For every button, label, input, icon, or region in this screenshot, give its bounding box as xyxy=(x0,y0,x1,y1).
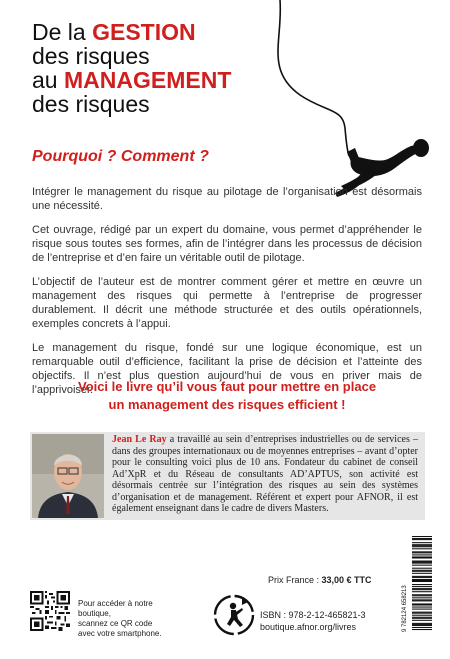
barcode-bar xyxy=(412,624,432,625)
cta-line-1: Voici le livre qu’il vous faut pour mettre en place xyxy=(77,379,377,394)
barcode-bar xyxy=(412,617,432,618)
barcode-bar xyxy=(412,589,432,590)
price-value: 33,00 € TTC xyxy=(321,575,372,585)
shop-line-2: scannez ce QR code xyxy=(78,619,153,628)
barcode-bar xyxy=(412,595,432,596)
description-paragraph: Cet ouvrage, rédigé par un expert du domaine, vous permet d’appréhender le risque sous toutes ses formes, afin de l’intégrer dans les processus de décision de l’entreprise et d’en faire un véritable outil de pilotage. xyxy=(32,224,422,264)
barcode-bar xyxy=(412,600,432,601)
afnor-recycle-logo-icon xyxy=(212,593,256,637)
barcode-bar xyxy=(412,604,432,605)
barcode-bar xyxy=(412,536,432,537)
barcode-bar xyxy=(412,552,432,553)
barcode-bar xyxy=(412,538,432,539)
barcode-bar xyxy=(412,597,432,598)
barcode-bar xyxy=(412,615,432,616)
book-subtitle: Pourquoi ? Comment ? xyxy=(32,148,209,165)
author-photo xyxy=(32,434,104,518)
barcode-bar xyxy=(412,612,432,613)
barcode-bar xyxy=(412,618,432,619)
title-line-3 xyxy=(32,67,232,93)
title-line-2: des risques xyxy=(32,43,150,69)
bungee-jumper-icon xyxy=(225,0,450,200)
call-to-action xyxy=(32,378,422,414)
description-text xyxy=(32,185,422,407)
author-box xyxy=(30,432,425,520)
barcode-bar xyxy=(412,588,432,589)
barcode-bar xyxy=(412,579,432,580)
author-bio xyxy=(112,434,418,515)
cta-line-2: un management des risques efficient ! xyxy=(108,397,346,412)
barcode-bar xyxy=(412,568,432,569)
isbn: ISBN : 978-2-12-465821-3 xyxy=(260,610,366,620)
author-name: Jean Le Ray xyxy=(112,434,167,445)
barcode-bar xyxy=(412,609,432,610)
title-line-1 xyxy=(32,20,222,44)
barcode-bar xyxy=(412,594,432,595)
barcode-bar xyxy=(412,584,432,585)
description-paragraph: Le management du risque, fondé sur une logique économique, est un remarquable outil d’efficience, facilitant la prise de décision et l’atteinte des objectifs. Il n’est plus question aujourd’hui de vous en priver mais de l’apprivoiser. xyxy=(32,342,422,396)
barcode-bar xyxy=(412,571,432,572)
barcode-bar xyxy=(412,562,432,563)
barcode-icon xyxy=(400,530,434,640)
price-line xyxy=(268,575,372,585)
barcode-bar xyxy=(412,625,432,626)
barcode-bar xyxy=(412,546,432,547)
barcode-bar xyxy=(412,603,432,604)
barcode-bar xyxy=(412,570,432,571)
title-line-3-prefix: au xyxy=(32,67,64,93)
description-paragraph: L’objectif de l’auteur est de montrer comment gérer et mettre en œuvre un management des risques qui permette à l’entreprise de progresser durablement. Il décrit une méthode structurée et des outils opérationnels, exemples concrets à l’appui. xyxy=(32,276,422,330)
barcode-bar xyxy=(412,577,432,578)
book-title xyxy=(32,19,232,117)
shop-line-1: Pour accéder à notre boutique, xyxy=(78,599,153,618)
barcode-bar xyxy=(412,613,432,614)
barcode-bar xyxy=(412,629,432,630)
website-link[interactable]: boutique.afnor.org/livres xyxy=(260,622,357,632)
barcode-bar xyxy=(412,565,432,566)
barcode-bar xyxy=(412,627,432,628)
barcode-bar xyxy=(412,545,432,546)
title-line-1-prefix: De la xyxy=(32,19,93,45)
barcode-bar xyxy=(412,557,432,558)
shop-line-3: avec votre smartphone. xyxy=(78,629,162,638)
title-keyword-management: MANAGEMENT xyxy=(63,67,232,93)
barcode-bar xyxy=(412,544,432,545)
title-keyword-gestion: GESTION xyxy=(92,19,196,45)
barcode-bar xyxy=(412,563,432,564)
author-bio-text: a travaillé au sein d’entreprises industrielles ou de services – dans des groupes internationaux ou de moyennes entreprises – avant d’opter pour le consulting voici plus de 10 ans. Fondateur du cabinet de conseil Ad’XpR et du Réseau de consultants AD’APTUS, son activité est désormais centrée sur l’intégration des risques au sein des systèmes d’organisation et de management. Référent et expert pour AFNOR, il est également enseignant dans le cadre de divers Masters. xyxy=(112,434,418,514)
barcode-digits: 9 782124 658213 xyxy=(402,585,408,632)
barcode-bar xyxy=(412,551,432,552)
title-line-4: des risques xyxy=(32,91,150,117)
barcode-bar xyxy=(412,580,432,581)
barcode-bar xyxy=(412,554,432,555)
barcode-bar xyxy=(412,548,432,549)
barcode-bar xyxy=(412,591,432,592)
barcode-bar xyxy=(412,561,432,562)
barcode-bar xyxy=(412,576,432,577)
barcode-bar xyxy=(412,599,432,600)
barcode-bar xyxy=(412,586,432,587)
barcode-bar xyxy=(412,556,432,557)
price-label: Prix France : xyxy=(268,575,322,585)
barcode-bar xyxy=(412,623,432,624)
description-paragraph: Intégrer le management du risque au pilotage de l’organisation est désormais une nécessité. xyxy=(32,186,422,212)
barcode-bar xyxy=(412,607,432,608)
barcode-bar xyxy=(412,581,432,582)
barcode-bar xyxy=(412,539,432,540)
barcode-bar xyxy=(412,620,432,621)
qr-code-icon xyxy=(30,591,70,631)
barcode-bar xyxy=(412,542,432,543)
barcode-bar xyxy=(412,573,432,574)
shop-instructions xyxy=(78,599,178,639)
